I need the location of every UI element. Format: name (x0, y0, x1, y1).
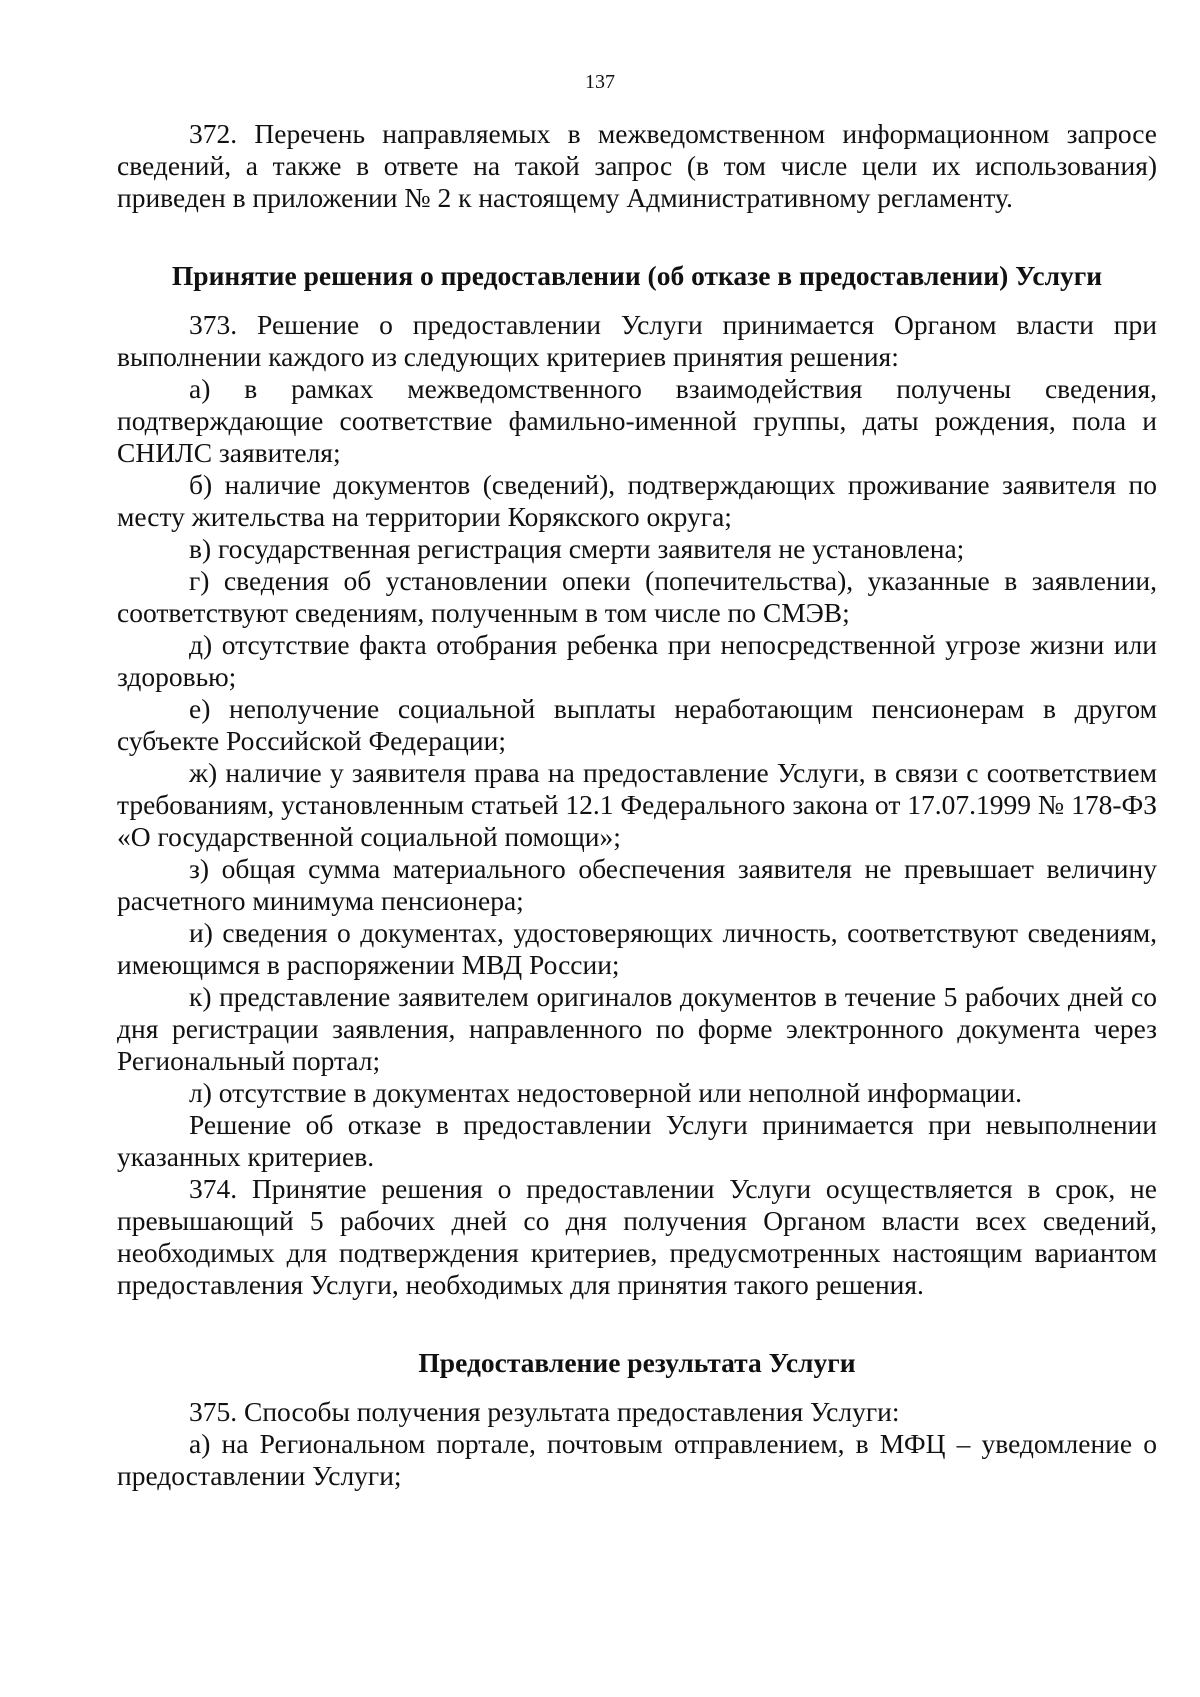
paragraph-372: 372. Перечень направляемых в межведомственном информационном запросе сведений, а также в ответе на такой запрос (в том числе цели их использования) приведен в приложении № 2 к настоящему Административному регламенту. (117, 118, 1157, 213)
section-heading-decision: Принятие решения о предоставлении (об отказе в предоставлении) Услуги (171, 260, 1103, 291)
criterion-e: е) неполучение социальной выплаты неработающим пенсионерам в другом субъекте Российской Федерации; (117, 693, 1157, 756)
refusal-paragraph: Решение об отказе в предоставлении Услуги принимается при невыполнении указанных критериев. (117, 1109, 1157, 1172)
criterion-g: г) сведения об установлении опеки (попечительства), указанные в заявлении, соответствуют сведениям, полученным в том числе по СМЭВ; (117, 565, 1157, 628)
paragraph-375: 375. Способы получения результата предоставления Услуги: (189, 1396, 900, 1427)
paragraph-373: 373. Решение о предоставлении Услуги принимается Органом власти при выполнении каждого из следующих критериев принятия решения: (117, 309, 1157, 372)
criterion-zh: ж) наличие у заявителя права на предоставление Услуги, в связи с соответствием требованиям, установленным статьей 12.1 Федерального закона от 17.07.1999 № 178-ФЗ «О государственной социальной помощи»; (117, 757, 1157, 852)
paragraph-375-a: а) на Региональном портале, почтовым отправлением, в МФЦ – уведомление о предоставлении Услуги; (117, 1428, 1157, 1491)
document-body (117, 118, 1157, 1492)
criterion-a: а) в рамках межведомственного взаимодействия получены сведения, подтверждающие соответствие фамильно-именной группы, даты рождения, пола и СНИЛС заявителя; (117, 373, 1157, 468)
criterion-v: в) государственная регистрация смерти заявителя не установлена; (189, 533, 965, 564)
criterion-z: з) общая сумма материального обеспечения заявителя не превышает величину расчетного минимума пенсионера; (117, 853, 1157, 916)
page-number: 137 (585, 71, 615, 93)
criterion-b: б) наличие документов (сведений), подтверждающих проживание заявителя по месту жительства на территории Корякского округа; (117, 469, 1157, 532)
criterion-d: д) отсутствие факта отобрания ребенка при непосредственной угрозе жизни или здоровью; (117, 629, 1157, 692)
criterion-k: к) представление заявителем оригиналов документов в течение 5 рабочих дней со дня регистрации заявления, направленного по форме электронного документа через Региональный портал; (117, 981, 1157, 1076)
criterion-l: л) отсутствие в документах недостоверной или неполной информации. (189, 1077, 1022, 1108)
section-heading-result: Предоставление результата Услуги (418, 1347, 856, 1378)
paragraph-374: 374. Принятие решения о предоставлении Услуги осуществляется в срок, не превышающий 5 рабочих дней со дня получения Органом власти всех сведений, необходимых для подтверждения критериев, предусмотренных настоящим вариантом предоставления Услуги, необходимых для принятия такого решения. (117, 1173, 1157, 1300)
criterion-i: и) сведения о документах, удостоверяющих личность, соответствуют сведениям, имеющимся в распоряжении МВД России; (117, 917, 1157, 980)
